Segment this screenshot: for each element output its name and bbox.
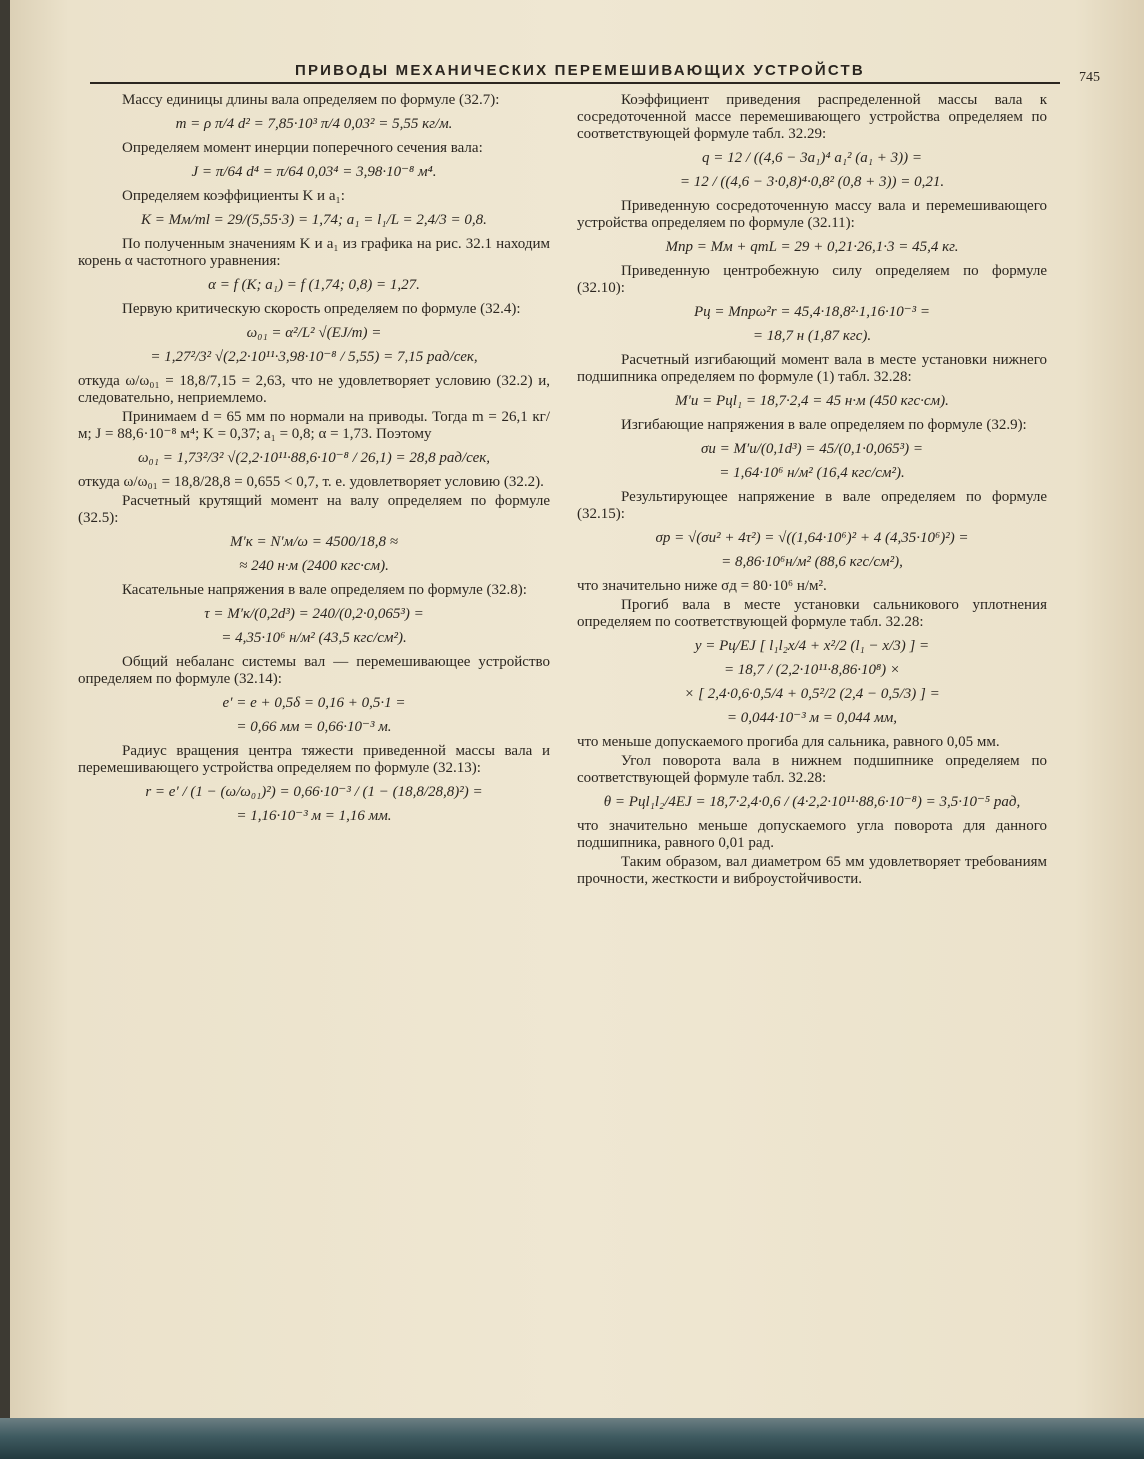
right-paragraph: Изгибающие напряжения в вале определяем по формуле (32.9): (621, 417, 1027, 433)
right-paragraph: Прогиб вала в месте установки сальникового уплотнения определяем по соответствующей формуле табл. 32.28: (577, 597, 1047, 630)
left-formula: J = π/64 d⁴ = π/64 0,03⁴ = 3,98·10⁻⁸ м⁴. (191, 164, 437, 180)
book-cover-edge (0, 1418, 1144, 1459)
right-formula: = 1,64·10⁶ н/м² (16,4 кгс/см²). (719, 465, 905, 481)
header-rule (90, 82, 1060, 84)
right-paragraph: Угол поворота вала в нижнем подшипнике определяем по соответствующей формуле табл. 32.28: (577, 753, 1047, 786)
left-paragraph: По полученным значениям K и a₁ из графика на рис. 32.1 находим корень α частотного уравнения: (78, 236, 550, 269)
left-paragraph: Общий небаланс системы вал — перемешивающее устройство определяем по формуле (32.14): (78, 654, 550, 687)
right-formula: Mпр = Mм + qmL = 29 + 0,21·26,1·3 = 45,4 кг. (665, 239, 959, 255)
left-paragraph: Радиус вращения центра тяжести приведенной массы вала и перемешивающего устройства определяем по формуле (32.13): (78, 743, 550, 776)
left-formula: ω₀₁ = 1,73²/3² √(2,2·10¹¹·88,6·10⁻⁸ / 26,1) = 28,8 рад/сек, (137, 450, 491, 466)
right-paragraph: Таким образом, вал диаметром 65 мм удовлетворяет требованиям прочности, жесткости и виброустойчивости. (577, 854, 1047, 887)
left-formula: = 1,16·10⁻³ м = 1,16 мм. (236, 808, 392, 824)
header-title: ПРИВОДЫ МЕХАНИЧЕСКИХ ПЕРЕМЕШИВАЮЩИХ УСТРОЙСТВ (295, 62, 865, 79)
right-formula: × [ 2,4·0,6·0,5/4 + 0,5²/2 (2,4 − 0,5/3) ] = (684, 686, 940, 702)
right-paragraph: Приведенную центробежную силу определяем по формуле (32.10): (577, 263, 1047, 296)
right-formula: y = Pц/EJ [ l₁l₂x/4 + x²/2 (l₁ − x/3) ] = (694, 638, 930, 654)
right-formula: σр = √(σи² + 4τ²) = √((1,64·10⁶)² + 4 (4,35·10⁶)²) = (655, 530, 969, 546)
left-paragraph: откуда ω/ω₀₁ = 18,8/7,15 = 2,63, что не удовлетворяет условию (32.2) и, следовательно, неприемлемо. (78, 373, 550, 406)
right-formula: = 18,7 / (2,2·10¹¹·8,86·10⁸) × (723, 662, 901, 678)
left-paragraph: Определяем коэффициенты K и a₁: (122, 188, 345, 204)
right-paragraph: Приведенную сосредоточенную массу вала и перемешивающего устройства определяем по формуле (32.11): (577, 198, 1047, 231)
right-formula: = 8,86·10⁶н/м² (88,6 кгс/см²), (721, 554, 903, 570)
right-paragraph: Результирующее напряжение в вале определяем по формуле (32.15): (577, 489, 1047, 522)
right-formula: θ = Pцl₁l₂/4EJ = 18,7·2,4·0,6 / (4·2,2·10¹¹·88,6·10⁻⁸) = 3,5·10⁻⁵ рад, (603, 794, 1021, 810)
right-paragraph: что меньше допускаемого прогиба для сальника, равного 0,05 мм. (577, 734, 1000, 750)
right-formula: = 0,044·10⁻³ м = 0,044 мм, (726, 710, 898, 726)
left-formula: = 0,66 мм = 0,66·10⁻³ м. (236, 719, 392, 735)
left-column (78, 92, 550, 832)
right-formula: σи = M′и/(0,1d³) = 45/(0,1·0,065³) = (700, 441, 924, 457)
left-paragraph: Касательные напряжения в вале определяем по формуле (32.8): (122, 582, 527, 598)
running-header (90, 58, 1100, 88)
right-formula: q = 12 / ((4,6 − 3a₁)⁴ a₁² (a₁ + 3)) = (702, 150, 922, 166)
left-formula: α = f (K; a₁) = f (1,74; 0,8) = 1,27. (208, 277, 420, 293)
left-formula: ≈ 240 н·м (2400 кгс·см). (239, 558, 389, 574)
left-formula: m = ρ π/4 d² = 7,85·10³ π/4 0,03² = 5,55 кг/м. (175, 116, 453, 132)
left-formula: K = Mм/ml = 29/(5,55·3) = 1,74; a₁ = l₁/L = 2,4/3 = 0,8. (141, 212, 487, 228)
right-paragraph: Расчетный изгибающий момент вала в месте установки нижнего подшипника определяем по формуле (1) табл. 32.28: (577, 352, 1047, 385)
left-formula: = 4,35·10⁶ н/м² (43,5 кгс/см²). (221, 630, 407, 646)
left-formula: τ = M′к/(0,2d³) = 240/(0,2·0,065³) = (204, 606, 424, 622)
left-formula: = 1,27²/3² √(2,2·10¹¹·3,98·10⁻⁸ / 5,55) = 7,15 рад/сек, (150, 349, 478, 365)
right-column (577, 92, 1047, 890)
left-paragraph: Расчетный крутящий момент на валу определяем по формуле (32.5): (78, 493, 550, 526)
right-formula: = 12 / ((4,6 − 3·0,8)⁴·0,8² (0,8 + 3)) = 0,21. (679, 174, 945, 190)
right-paragraph: что значительно меньше допускаемого угла поворота для данного подшипника, равного 0,01 рад. (577, 818, 1047, 851)
right-formula: Pц = Mпрω²r = 45,4·18,8²·1,16·10⁻³ = (693, 304, 931, 320)
left-paragraph: откуда ω/ω₀₁ = 18,8/28,8 = 0,655 < 0,7, т. е. удовлетворяет условию (32.2). (78, 474, 544, 490)
right-paragraph: Коэффициент приведения распределенной массы вала к сосредоточенной массе перемешивающего устройства определяем по соответствующей формуле табл. 32.29: (577, 92, 1047, 142)
right-paragraph: что значительно ниже σд = 80·10⁶ н/м². (577, 578, 827, 594)
right-formula: = 18,7 н (1,87 кгс). (752, 328, 872, 344)
left-paragraph: Массу единицы длины вала определяем по формуле (32.7): (122, 92, 500, 108)
right-formula: M′и = Pцl₁ = 18,7·2,4 = 45 н·м (450 кгс·см). (675, 393, 949, 409)
left-formula: M′к = N′м/ω = 4500/18,8 ≈ (229, 534, 399, 550)
left-paragraph: Принимаем d = 65 мм по нормали на приводы. Тогда m = 26,1 кг/м; J = 88,6·10⁻⁸ м⁴; K = 0,37; a₁ = 0,8; α = 1,73. Поэтому (78, 409, 550, 442)
left-paragraph: Определяем момент инерции поперечного сечения вала: (122, 140, 483, 156)
left-formula: e′ = e + 0,5δ = 0,16 + 0,5·1 = (222, 695, 406, 711)
left-paragraph: Первую критическую скорость определяем по формуле (32.4): (122, 301, 521, 317)
binding-edge (0, 0, 10, 1459)
left-formula: r = e′ / (1 − (ω/ω₀₁)²) = 0,66·10⁻³ / (1 − (18,8/28,8)²) = (145, 784, 483, 800)
page-number: 745 (1079, 70, 1100, 85)
left-formula: ω₀₁ = α²/L² √(EJ/m) = (246, 325, 382, 341)
